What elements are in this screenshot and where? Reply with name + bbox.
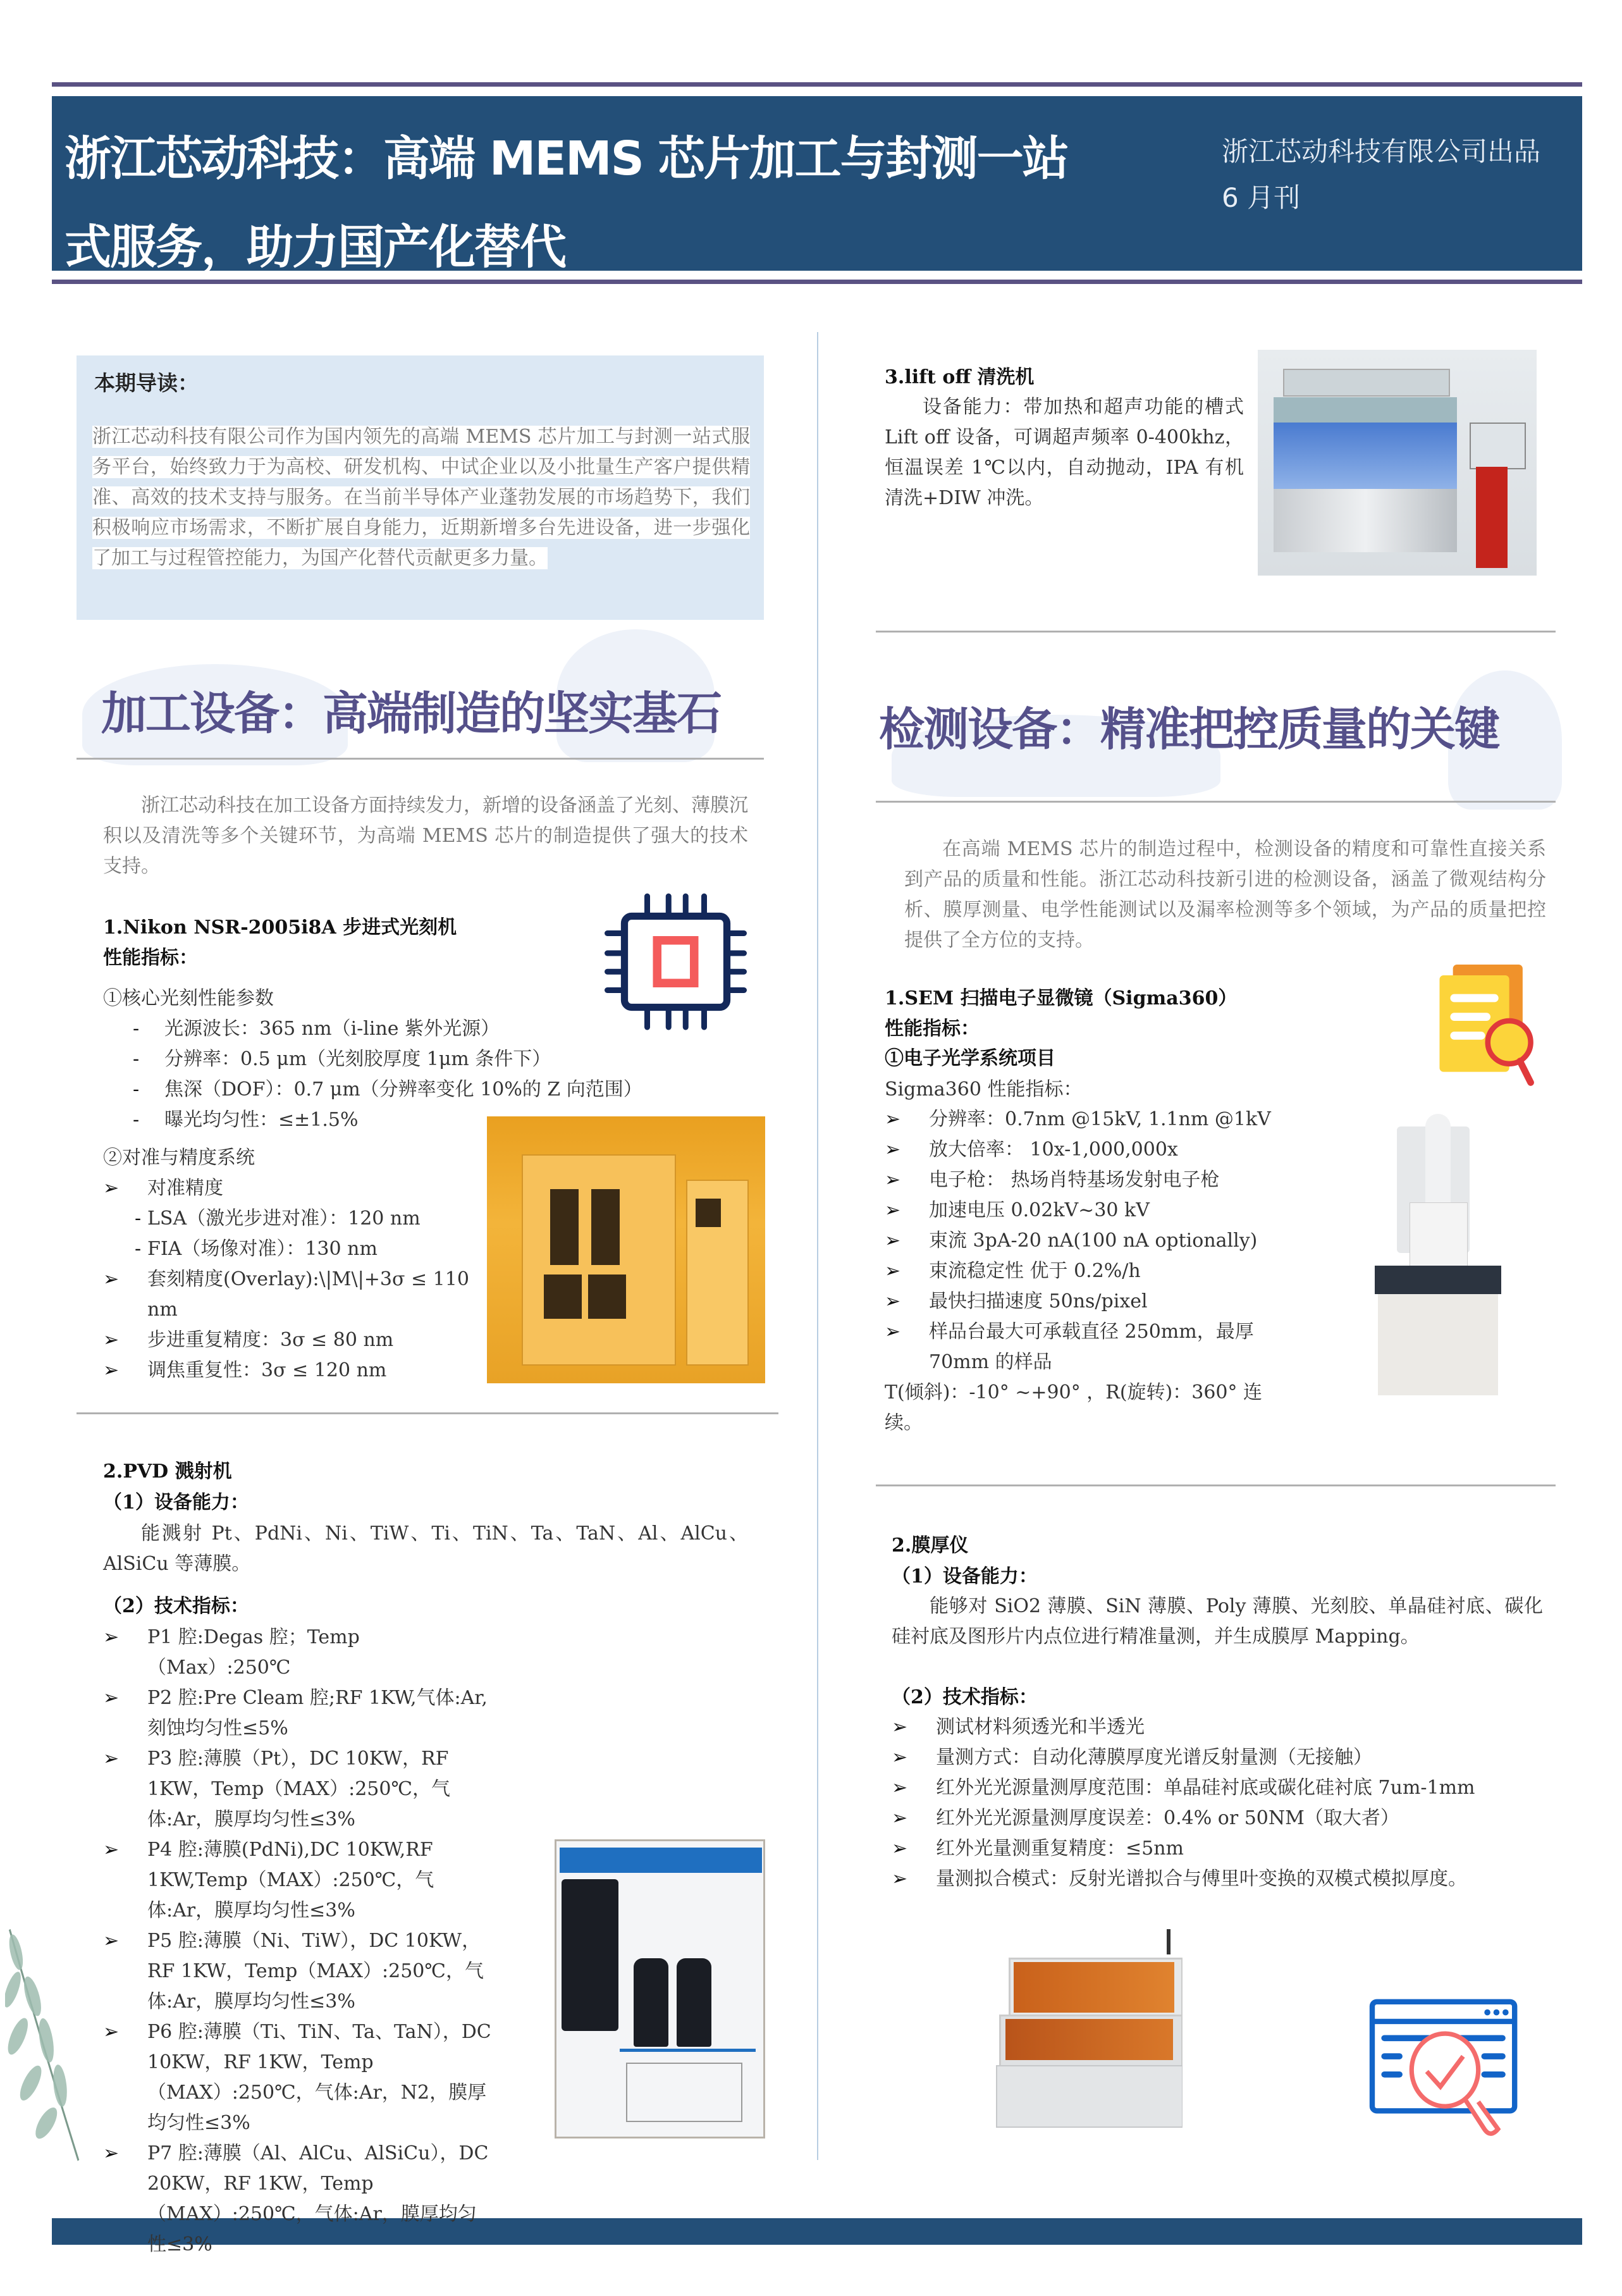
- bullet-arrow-icon: ➢: [892, 1868, 908, 1890]
- bullet-arrow-icon: ➢: [103, 1329, 120, 1351]
- bullet-arrow-icon: ➢: [892, 1746, 908, 1768]
- bullet-arrow-icon: ➢: [885, 1108, 901, 1130]
- nikon-title: 1.Nikon NSR-2005i8A 步进式光刻机: [103, 917, 457, 939]
- list-item: - 焦深（DOF）：0.7 μm（分辨率变化 10%的 Z 向范围）: [133, 1078, 642, 1101]
- film-cap-title: （1）设备能力：: [892, 1565, 1038, 1588]
- list-item: - FIA（场像对准）：130 nm: [135, 1238, 378, 1260]
- bullet-arrow-icon: ➢: [885, 1321, 901, 1343]
- pvd-cap-title: （1）设备能力：: [103, 1491, 249, 1514]
- list-item: ➢ 量测方式：自动化薄膜厚度光谱反射量测（无接触）: [892, 1743, 1556, 1773]
- bullet-arrow-icon: ➢: [885, 1230, 901, 1252]
- pvd-cap-text: 能溅射 Pt、PdNi、Ni、TiW、Ti、TiN、Ta、TaN、Al、AlCu、AlSiCu 等薄膜。: [103, 1522, 748, 1575]
- intro-body: [92, 422, 750, 574]
- intro-box: [77, 355, 764, 620]
- nikon-group2-title: ②对准与精度系统: [103, 1147, 255, 1169]
- film-spec-list: [892, 1712, 1556, 1894]
- section-heading-processing: 加工设备：高端制造的坚实基石: [101, 687, 722, 740]
- bullet-arrow-icon: ➢: [892, 1837, 908, 1860]
- sem-group-title: ①电子光学系统项目: [885, 1047, 1055, 1070]
- bullet-arrow-icon: ➢: [103, 1359, 120, 1381]
- list-item: ➢ P1 腔:Degas 腔；Temp（Max）:250℃: [103, 1622, 495, 1683]
- list-item: ➢ 束流稳定性 优于 0.2%/h: [885, 1256, 1289, 1287]
- list-item: ➢ 调焦重复性：3σ ≤ 120 nm: [103, 1355, 476, 1386]
- nikon-group1-title: ①核心光刻性能参数: [103, 987, 274, 1009]
- pvd-spec-title: （2）技术指标：: [103, 1595, 249, 1617]
- bullet-arrow-icon: ➢: [103, 2021, 120, 2043]
- list-item: ➢ P7 腔:薄膜（Al、AlCu、AlSiCu），DC 20KW，RF 1KW，Temp（MAX）:250℃，气体:Ar，膜厚均匀性≤3%: [103, 2139, 495, 2260]
- list-item: - 曝光均匀性：≤±1.5%: [133, 1109, 359, 1131]
- list-item: - 光源波长：365 nm（i-line 紫外光源）: [133, 1018, 500, 1040]
- separator: [77, 1412, 778, 1414]
- pvd-spec-list: [103, 1622, 495, 2260]
- sem-stage-spec: T(倾斜)：-10° ~+90° ，R(旋转)：360° 连续。: [885, 1381, 1263, 1434]
- list-item: ➢ 套刻精度(Overlay):\|M\|+3σ ≤ 110 nm: [103, 1264, 476, 1325]
- list-item: - LSA（激光步进对准）：120 nm: [135, 1207, 421, 1230]
- sem-subtitle: 性能指标：: [885, 1018, 980, 1040]
- list-item: ➢ P4 腔:薄膜(PdNi),DC 10KW,RF 1KW,Temp（MAX）:250℃，气体:Ar，膜厚均匀性≤3%: [103, 1835, 495, 1926]
- sem-title: 1.SEM 扫描电子显微镜（Sigma360）: [885, 987, 1238, 1009]
- bullet-arrow-icon: ➢: [103, 1687, 120, 1709]
- list-item: ➢ 束流 3pA-20 nA(100 nA optionally): [885, 1226, 1289, 1256]
- bullet-arrow-icon: ➢: [885, 1290, 901, 1312]
- inspection-intro: 在高端 MEMS 芯片的制造过程中，检测设备的精度和可靠性直接关系到产品的质量和性能。浙江芯动科技新引进的检测设备，涵盖了微观结构分析、膜厚测量、电学性能测试以及漏率检测等多个领域，为产品的质量把控提供了全方位的支持。: [904, 838, 1546, 951]
- section-heading-inspection: 检测设备：精准把控质量的关键: [879, 703, 1499, 756]
- film-cap-text: 能够对 SiO2 薄膜、SiN 薄膜、Poly 薄膜、光刻胶、单晶硅衬底、碳化硅衬底及图形片内点位进行精准量测，并生成膜厚 Mapping。: [892, 1595, 1543, 1648]
- column-divider: [817, 332, 818, 2160]
- bullet-arrow-icon: ➢: [103, 1930, 120, 1952]
- web-inspect-icon: [1369, 1999, 1521, 2144]
- separator: [876, 1484, 1556, 1486]
- liftoff-text: 设备能力：带加热和超声功能的槽式 Lift off 设备，可调超声频率 0-400khz，恒温误差 1℃以内，自动抛动，IPA 有机清洗+DIW 冲洗。: [885, 396, 1244, 509]
- leaf-branch-icon: [5, 1923, 97, 2163]
- bullet-arrow-icon: ➢: [885, 1139, 901, 1161]
- nikon-group2-list: [103, 1173, 476, 1386]
- bullet-arrow-icon: ➢: [885, 1199, 901, 1221]
- film-spec-title: （2）技术指标：: [892, 1686, 1038, 1708]
- photo-pvd-sputter: [555, 1839, 765, 2139]
- photo-film-thickness-tool: [983, 1929, 1183, 2128]
- list-item: ➢ 步进重复精度：3σ ≤ 80 nm: [103, 1325, 476, 1355]
- bullet-arrow-icon: ➢: [103, 1626, 120, 1648]
- pvd-title: 2.PVD 溅射机: [103, 1460, 232, 1483]
- chip-icon: [605, 891, 747, 1033]
- list-item: ➢ 加速电压 0.02kV~30 kV: [885, 1195, 1289, 1226]
- processing-intro: 浙江芯动科技在加工设备方面持续发力，新增的设备涵盖了光刻、薄膜沉积以及清洗等多个关键环节，为高端 MEMS 芯片的制造提供了强大的技术支持。: [103, 794, 748, 877]
- list-item: ➢ P5 腔:薄膜（Ni、TiW），DC 10KW，RF 1KW，Temp（MAX）:250℃，气体:Ar，膜厚均匀性≤3%: [103, 1926, 495, 2017]
- nikon-subtitle: 性能指标：: [103, 947, 198, 969]
- bullet-arrow-icon: ➢: [892, 1777, 908, 1799]
- bullet-arrow-icon: ➢: [103, 1839, 120, 1861]
- list-item: ➢ 样品台最大可承载直径 250mm，最厚 70mm 的样品: [885, 1317, 1289, 1378]
- list-item: ➢ 分辨率：0.7nm @15kV, 1.1nm @1kV: [885, 1104, 1289, 1135]
- separator: [77, 758, 764, 760]
- intro-text: 浙江芯动科技有限公司作为国内领先的高端 MEMS 芯片加工与封测一站式服务平台，始终致力于为高校、研发机构、中试企业以及小批量生产客户提供精准、高效的技术支持与服务。在当前半导体产业蓬勃发展的市场趋势下，我们积极响应市场需求，不断扩展自身能力，近期新增多台先进设备，进一步强化了加工与过程管控能力，为国产化替代贡献更多力量。: [92, 426, 750, 569]
- liftoff-title: 3.lift off 清洗机: [885, 366, 1035, 388]
- bullet-arrow-icon: ➢: [103, 1268, 120, 1290]
- list-item: ➢ 红外光光源量测厚度误差：0.4% or 50NM（取大者）: [892, 1803, 1556, 1834]
- bullet-arrow-icon: ➢: [103, 1177, 120, 1199]
- sem-spec-label: Sigma360 性能指标：: [885, 1078, 1083, 1101]
- bullet-arrow-icon: ➢: [885, 1169, 901, 1191]
- photo-sem-sigma360: [1372, 1114, 1511, 1401]
- page-title-line1: 浙江芯动科技：高端 MEMS 芯片加工与封测一站: [65, 132, 1068, 186]
- list-item: ➢ 测试材料须透光和半透光: [892, 1712, 1556, 1743]
- list-item: ➢ 量测拟合模式：反射光谱拟合与傅里叶变换的双模式模拟厚度。: [892, 1864, 1556, 1894]
- film-title: 2.膜厚仪: [892, 1534, 969, 1557]
- list-item: ➢ P2 腔:Pre Cleam 腔;RF 1KW,气体:Ar,刻蚀均匀性≤5%: [103, 1683, 495, 1744]
- list-item: ➢ 电子枪： 热场肖特基场发射电子枪: [885, 1165, 1289, 1195]
- bullet-arrow-icon: ➢: [103, 1748, 120, 1770]
- header-bottom-rule: [52, 280, 1582, 284]
- list-item: ➢ 放大倍率： 10x-1,000,000x: [885, 1135, 1289, 1165]
- list-item: ➢ 最快扫描速度 50ns/pixel: [885, 1287, 1289, 1317]
- list-item: ➢ 对准精度: [103, 1173, 476, 1204]
- bullet-arrow-icon: ➢: [892, 1807, 908, 1829]
- top-rule: [52, 82, 1582, 87]
- photo-nikon-stepper: [487, 1116, 765, 1383]
- sem-spec-list: [885, 1104, 1289, 1378]
- issue-label: 6 月刊: [1222, 182, 1301, 213]
- header-banner: [52, 96, 1582, 275]
- publisher: 浙江芯动科技有限公司出品: [1222, 136, 1541, 167]
- page-title-line2: 式服务，助力国产化替代: [65, 220, 565, 275]
- list-item: - 分辨率：0.5 μm（光刻胶厚度 1μm 条件下）: [133, 1048, 551, 1070]
- separator: [876, 631, 1556, 633]
- bullet-arrow-icon: ➢: [892, 1716, 908, 1738]
- intro-title: 本期导读：: [94, 371, 199, 395]
- bullet-arrow-icon: ➢: [885, 1260, 901, 1282]
- document-search-icon: [1437, 965, 1544, 1088]
- list-item: ➢ 红外光量测重复精度：≤5nm: [892, 1834, 1556, 1864]
- bullet-arrow-icon: ➢: [103, 2142, 120, 2164]
- nikon-group1-list: [133, 1014, 702, 1135]
- list-item: ➢ P3 腔:薄膜（Pt），DC 10KW，RF 1KW，Temp（MAX）:250℃，气体:Ar，膜厚均匀性≤3%: [103, 1744, 495, 1835]
- list-item: ➢ 红外光光源量测厚度范围：单晶硅衬底或碳化硅衬底 7um-1mm: [892, 1773, 1556, 1803]
- separator: [876, 801, 1556, 803]
- photo-liftoff-cleaner: [1258, 350, 1537, 576]
- list-item: ➢ P6 腔:薄膜（Ti、TiN、Ta、TaN），DC 10KW，RF 1KW，Temp（MAX）:250℃，气体:Ar，N2，膜厚均匀性≤3%: [103, 2017, 495, 2139]
